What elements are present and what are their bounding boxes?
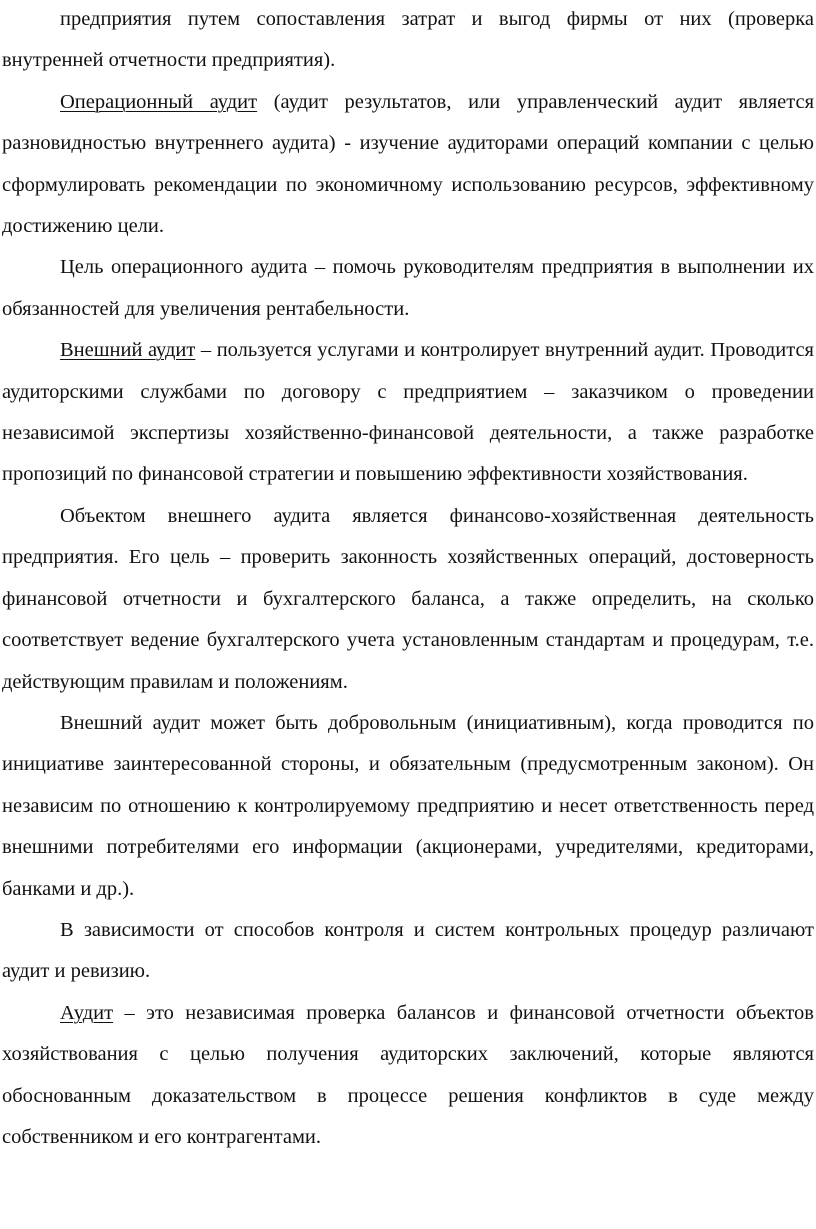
paragraph-audit-vs-revision bbox=[2, 910, 814, 993]
paragraph-text: – это независимая проверка балансов и финансовой отчетности объектов хозяйствования с целью получения аудиторских заключений, которые являются обоснованным доказательством в процессе решения конфликтов в суде между собственником и его контрагентами. bbox=[2, 1001, 814, 1148]
paragraph-external-audit bbox=[2, 330, 814, 496]
paragraph-text: В зависимости от способов контроля и систем контрольных процедур различают аудит и ревизию. bbox=[2, 918, 814, 983]
paragraph-text: Цель операционного аудита – помочь руководителям предприятия в выполнении их обязанностей для увеличения рентабельности. bbox=[2, 256, 814, 320]
paragraph-text: (аудит результатов, или управленческий аудит является разновидностью внутреннего аудита) - изучение аудиторами операций компании с целью сформулировать рекомендации по экономичному использованию ресурсов, эффективному достижению цели. bbox=[2, 90, 814, 238]
paragraph-continuation bbox=[2, 0, 814, 82]
term-external-audit: Внешний аудит bbox=[60, 339, 196, 362]
paragraph-external-audit-types bbox=[2, 703, 814, 910]
term-audit: Аудит bbox=[60, 1001, 114, 1024]
paragraph-audit-definition bbox=[2, 993, 814, 1159]
paragraph-external-audit-object bbox=[2, 496, 814, 703]
paragraph-text: Объектом внешнего аудита является финансово-хозяйственная деятельность предприятия. Его цель – проверить законность хозяйственных операций, достоверность финансовой отчетности и бухгалтерского баланса, а также определить, на сколько соответствует ведение бухгалтерского учета установленным стандартам и процедурам, т.е. действующим правилам и положениям. bbox=[2, 504, 814, 693]
paragraph-text: – пользуется услугами и контролирует внутренний аудит. Проводится аудиторскими службами по договору с предприятием – заказчиком о проведении независимой экспертизы хозяйственно-финансовой деятельности, а также разработке пропозиций по финансовой стратегии и повышению эффективности хозяйствования. bbox=[2, 339, 814, 486]
paragraph-operational-audit-goal bbox=[2, 247, 814, 330]
paragraph-operational-audit bbox=[2, 82, 814, 248]
paragraph-text: Внешний аудит может быть добровольным (инициативным), когда проводится по инициативе заинтересованной стороны, и обязательным (предусмотренным законом). Он независим по отношению к контролируемому предприятию и несет ответственность перед внешними потребителями его информации (акционерами, учредителями, кредиторами, банками и др.). bbox=[2, 711, 814, 900]
term-operational-audit: Операционный аудит bbox=[60, 90, 258, 113]
paragraph-text: предприятия путем сопоставления затрат и выгод фирмы от них (проверка внутренней отчетности предприятия). bbox=[2, 8, 814, 72]
